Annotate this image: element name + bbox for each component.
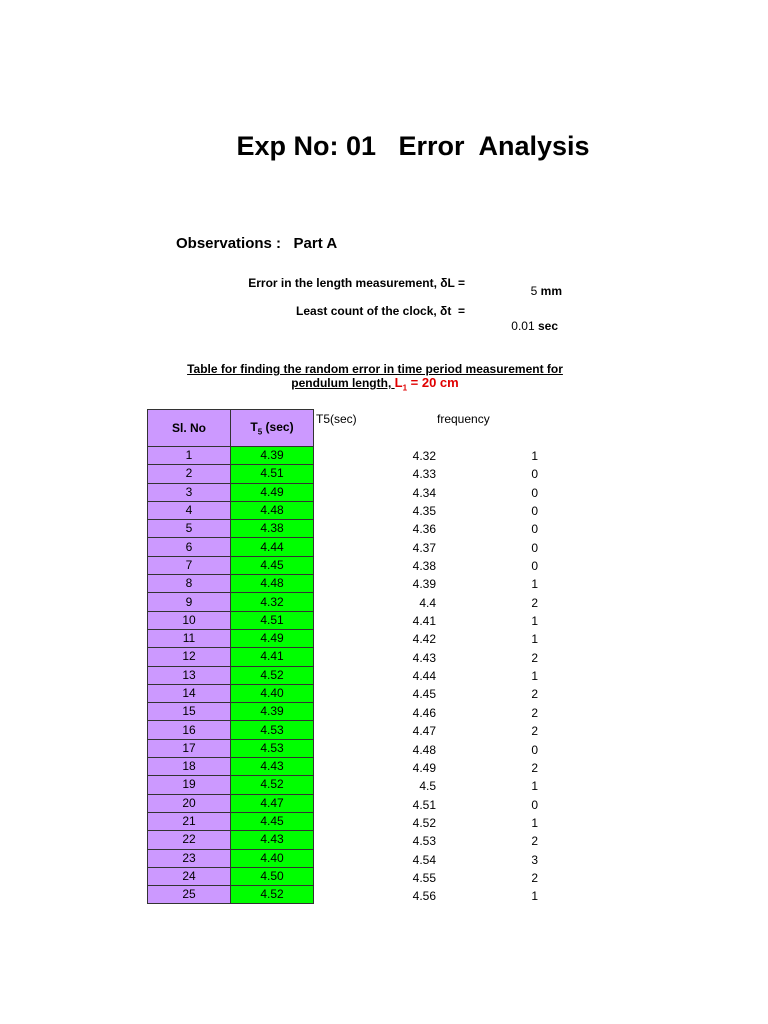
t5-cell: 4.47 xyxy=(231,794,314,812)
t5-value: 4.44 xyxy=(412,669,436,684)
frequency-value: 2 xyxy=(531,650,538,665)
sl-no-cell: 10 xyxy=(148,611,231,629)
table-row xyxy=(148,465,314,483)
t5-cell: 4.49 xyxy=(231,483,314,501)
frequency-value: 0 xyxy=(531,540,538,555)
sl-no-cell: 12 xyxy=(148,648,231,666)
table-row xyxy=(148,447,314,465)
t5-value: 4.35 xyxy=(412,504,436,519)
t5-value: 4.5 xyxy=(419,779,436,794)
t5-column-header: T5(sec) xyxy=(316,412,357,426)
t5-value: 4.54 xyxy=(412,852,436,867)
frequency-value: 1 xyxy=(531,632,538,647)
sl-no-cell: 23 xyxy=(148,849,231,867)
t5-value: 4.51 xyxy=(412,797,436,812)
t5-cell: 4.39 xyxy=(231,447,314,465)
sl-no-cell: 6 xyxy=(148,538,231,556)
sl-no-cell: 22 xyxy=(148,831,231,849)
table-caption: Table for finding the random error in time period measurement for pendulum length, $L_1 = 20$ cm xyxy=(176,362,574,396)
sl-no-cell: 9 xyxy=(148,593,231,611)
frequency-value: 2 xyxy=(531,870,538,885)
observations-heading: Observations : Part A xyxy=(176,235,338,252)
sl-no-cell: 11 xyxy=(148,629,231,647)
t5-value-column xyxy=(380,447,436,906)
sl-no-cell: 5 xyxy=(148,520,231,538)
table-row xyxy=(148,483,314,501)
t5-cell: 4.51 xyxy=(231,611,314,629)
sl-no-cell: 8 xyxy=(148,575,231,593)
t5-value: 4.48 xyxy=(412,742,436,757)
t5-cell: 4.52 xyxy=(231,776,314,794)
t5-cell: 4.41 xyxy=(231,648,314,666)
frequency-value: 1 xyxy=(531,815,538,830)
sl-no-cell: 15 xyxy=(148,703,231,721)
least-count-label: Least count of the clock, δt = xyxy=(296,304,465,318)
frequency-value: 1 xyxy=(531,577,538,592)
t5-cell: 4.49 xyxy=(231,629,314,647)
sl-no-header: Sl. No xyxy=(148,410,231,447)
t5-cell: 4.40 xyxy=(231,849,314,867)
table-row xyxy=(148,812,314,830)
table-row xyxy=(148,611,314,629)
frequency-value: 2 xyxy=(531,724,538,739)
t5-value: 4.47 xyxy=(412,724,436,739)
t5-cell: 4.40 xyxy=(231,684,314,702)
t5-value: 4.52 xyxy=(412,815,436,830)
table-row xyxy=(148,666,314,684)
frequency-value: 2 xyxy=(531,705,538,720)
frequency-value: 0 xyxy=(531,467,538,482)
table-row xyxy=(148,648,314,666)
t5-value: 4.45 xyxy=(412,687,436,702)
table-row xyxy=(148,556,314,574)
t5-value: 4.55 xyxy=(412,870,436,885)
frequency-value: 0 xyxy=(531,797,538,812)
table-row xyxy=(148,739,314,757)
t5-cell: 4.45 xyxy=(231,556,314,574)
t5-value: 4.42 xyxy=(412,632,436,647)
t5-cell: 4.44 xyxy=(231,538,314,556)
frequency-value: 1 xyxy=(531,889,538,904)
table-row xyxy=(148,684,314,702)
t5-value: 4.36 xyxy=(412,522,436,537)
frequency-value: 3 xyxy=(531,852,538,867)
table-row xyxy=(148,593,314,611)
table-row xyxy=(148,703,314,721)
sl-no-cell: 19 xyxy=(148,776,231,794)
table-row xyxy=(148,867,314,885)
sl-no-cell: 20 xyxy=(148,794,231,812)
t5-cell: 4.43 xyxy=(231,831,314,849)
t5-value: 4.53 xyxy=(412,834,436,849)
table-row xyxy=(148,849,314,867)
t5-value: 4.41 xyxy=(412,614,436,629)
sl-no-cell: 3 xyxy=(148,483,231,501)
table-row xyxy=(148,575,314,593)
sl-no-cell: 21 xyxy=(148,812,231,830)
t5-cell: 4.52 xyxy=(231,666,314,684)
t5-cell: 4.45 xyxy=(231,812,314,830)
t5-value: 4.33 xyxy=(412,467,436,482)
sl-no-cell: 18 xyxy=(148,758,231,776)
frequency-value: 1 xyxy=(531,614,538,629)
table-row xyxy=(148,758,314,776)
frequency-value: 1 xyxy=(531,669,538,684)
frequency-value: 0 xyxy=(531,522,538,537)
page-title: Exp No: 01 Error Analysis xyxy=(236,131,590,161)
t5-cell: 4.52 xyxy=(231,886,314,904)
length-error-label: Error in the length measurement, δL = xyxy=(248,276,465,290)
table-row xyxy=(148,520,314,538)
t5-cell: 4.53 xyxy=(231,721,314,739)
t5-value: 4.43 xyxy=(412,650,436,665)
table-row xyxy=(148,721,314,739)
t5-cell: 4.50 xyxy=(231,867,314,885)
pendulum-length: $L_1 = 20$ cm xyxy=(394,375,459,393)
t5-header: $T_5$ (sec) xyxy=(231,410,314,447)
frequency-column-header: frequency xyxy=(437,412,490,426)
t5-value: 4.34 xyxy=(412,485,436,500)
table-row xyxy=(148,794,314,812)
sl-no-cell: 14 xyxy=(148,684,231,702)
t5-value: 4.32 xyxy=(412,449,436,463)
frequency-value: 2 xyxy=(531,760,538,775)
t5-value: 4.4 xyxy=(419,595,436,610)
least-count-value: 0.01 sec xyxy=(511,319,558,333)
frequency-value: 2 xyxy=(531,834,538,849)
sl-no-cell: 7 xyxy=(148,556,231,574)
frequency-value: 0 xyxy=(531,559,538,574)
table-row xyxy=(148,776,314,794)
t5-value: 4.39 xyxy=(412,577,436,592)
t5-cell: 4.39 xyxy=(231,703,314,721)
table-row xyxy=(148,886,314,904)
t5-value: 4.37 xyxy=(412,540,436,555)
t5-cell: 4.51 xyxy=(231,465,314,483)
frequency-column xyxy=(500,447,538,906)
sl-no-cell: 2 xyxy=(148,465,231,483)
sl-no-cell: 1 xyxy=(148,447,231,465)
t5-cell: 4.43 xyxy=(231,758,314,776)
frequency-value: 2 xyxy=(531,687,538,702)
table-row xyxy=(148,501,314,519)
sl-no-cell: 24 xyxy=(148,867,231,885)
frequency-value: 0 xyxy=(531,485,538,500)
table-row xyxy=(148,629,314,647)
t5-value: 4.38 xyxy=(412,559,436,574)
measurement-table xyxy=(147,409,314,904)
t5-cell: 4.32 xyxy=(231,593,314,611)
t5-value: 4.56 xyxy=(412,889,436,904)
sl-no-cell: 17 xyxy=(148,739,231,757)
sl-no-cell: 25 xyxy=(148,886,231,904)
table-row xyxy=(148,831,314,849)
frequency-value: 1 xyxy=(531,449,538,463)
frequency-value: 2 xyxy=(531,595,538,610)
sl-no-cell: 13 xyxy=(148,666,231,684)
t5-cell: 4.48 xyxy=(231,575,314,593)
t5-cell: 4.53 xyxy=(231,739,314,757)
t5-cell: 4.48 xyxy=(231,501,314,519)
sl-no-cell: 16 xyxy=(148,721,231,739)
t5-value: 4.49 xyxy=(412,760,436,775)
frequency-value: 0 xyxy=(531,504,538,519)
t5-value: 4.46 xyxy=(412,705,436,720)
frequency-value: 0 xyxy=(531,742,538,757)
length-error-value: 5 mm xyxy=(530,284,562,298)
sl-no-cell: 4 xyxy=(148,501,231,519)
frequency-value: 1 xyxy=(531,779,538,794)
t5-cell: 4.38 xyxy=(231,520,314,538)
table-row xyxy=(148,538,314,556)
